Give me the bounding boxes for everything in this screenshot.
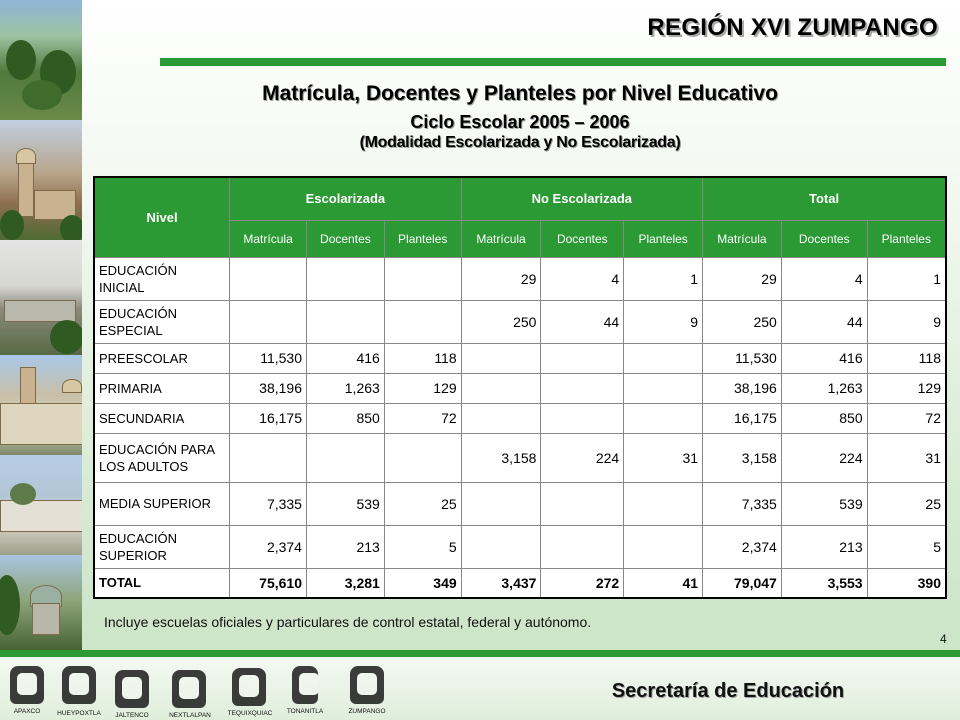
group-header-total: Total: [703, 177, 946, 220]
town-photo: [0, 555, 82, 656]
table-cell: [461, 482, 541, 525]
total-cell: 3,281: [306, 568, 384, 598]
table-cell: 250: [703, 300, 782, 343]
footnote: Incluye escuelas oficiales y particulares de control estatal, federal y autónomo.: [104, 614, 592, 630]
total-cell: 349: [384, 568, 461, 598]
table-row: [94, 343, 946, 373]
table-cell: [624, 525, 703, 568]
table-cell: [306, 433, 384, 482]
tonanitla-glyph-icon: [292, 666, 318, 704]
table-cell: [306, 300, 384, 343]
column-header-nivel: Nivel: [94, 177, 230, 257]
table-cell: 213: [781, 525, 867, 568]
town-photo: [0, 240, 82, 355]
table-cell: 3,158: [703, 433, 782, 482]
slide-title: Matrícula, Docentes y Planteles por Nivel Educativo: [262, 82, 778, 105]
table-cell: 72: [867, 403, 946, 433]
enrollment-table: [93, 176, 947, 599]
row-label-nivel: PREESCOLAR: [94, 343, 230, 373]
table-cell: 11,530: [230, 343, 307, 373]
town-label: ZUMPANGO: [348, 708, 386, 715]
table-cell: 1: [624, 257, 703, 300]
table-cell: 416: [306, 343, 384, 373]
table-cell: 539: [306, 482, 384, 525]
town-label: JALTENCO: [115, 712, 149, 719]
table-cell: 1: [867, 257, 946, 300]
table-cell: 16,175: [703, 403, 782, 433]
page-number: 4: [940, 632, 947, 646]
subheader: Matrícula: [230, 220, 307, 257]
subheader: Planteles: [384, 220, 461, 257]
table-cell: [624, 482, 703, 525]
total-cell: 75,610: [230, 568, 307, 598]
row-label-nivel: SECUNDARIA: [94, 403, 230, 433]
table-cell: [384, 300, 461, 343]
total-row: [94, 568, 946, 598]
table-cell: 2,374: [230, 525, 307, 568]
table-cell: 44: [541, 300, 624, 343]
table-cell: 2,374: [703, 525, 782, 568]
table-cell: 850: [781, 403, 867, 433]
hueypoxtla-glyph-icon: [62, 666, 96, 704]
town-label: HUEYPOXTLA: [57, 710, 101, 717]
table-cell: 9: [624, 300, 703, 343]
table-row: [94, 482, 946, 525]
row-label-nivel: EDUCACIÓN PARA LOS ADULTOS: [94, 433, 230, 482]
subheader: Docentes: [306, 220, 384, 257]
town-label: TONANITLA: [286, 708, 324, 715]
table-cell: 1,263: [781, 373, 867, 403]
table-cell: 16,175: [230, 403, 307, 433]
table-cell: 5: [867, 525, 946, 568]
town-label: APAXCO: [13, 708, 41, 715]
zumpango-glyph-icon: [350, 666, 384, 704]
table-cell: 850: [306, 403, 384, 433]
table-cell: 29: [703, 257, 782, 300]
subheader: Matrícula: [461, 220, 541, 257]
slide-subtitle-modality: (Modalidad Escolarizada y No Escolarizada): [359, 134, 681, 151]
table-cell: [230, 300, 307, 343]
table-cell: 31: [867, 433, 946, 482]
table-cell: [624, 373, 703, 403]
table-cell: [541, 373, 624, 403]
table-row: [94, 525, 946, 568]
row-label-nivel: EDUCACIÓN ESPECIAL: [94, 300, 230, 343]
table-row: [94, 257, 946, 300]
table-row: [94, 433, 946, 482]
table-cell: 539: [781, 482, 867, 525]
secretaria-label: Secretaría de Educación: [611, 680, 845, 702]
group-header-no-escolarizada: No Escolarizada: [461, 177, 702, 220]
table-cell: 11,530: [703, 343, 782, 373]
table-cell: 38,196: [230, 373, 307, 403]
table-cell: 4: [541, 257, 624, 300]
row-label-nivel: MEDIA SUPERIOR: [94, 482, 230, 525]
subheader: Docentes: [541, 220, 624, 257]
table-cell: 129: [867, 373, 946, 403]
town-label: TEQUIXQUIAC: [227, 710, 273, 717]
region-title: REGIÓN XVI ZUMPANGO: [647, 14, 938, 41]
group-header-escolarizada: Escolarizada: [230, 177, 461, 220]
total-cell: 3,437: [461, 568, 541, 598]
table-cell: [461, 343, 541, 373]
table-cell: [624, 343, 703, 373]
table-cell: 118: [384, 343, 461, 373]
table-cell: [461, 525, 541, 568]
table-cell: 38,196: [703, 373, 782, 403]
subheader: Planteles: [624, 220, 703, 257]
table-cell: [541, 482, 624, 525]
table-cell: 9: [867, 300, 946, 343]
table-cell: [541, 343, 624, 373]
row-label-nivel: EDUCACIÓN SUPERIOR: [94, 525, 230, 568]
footer-divider: [0, 650, 960, 657]
town-photo: [0, 355, 82, 455]
town-photo: [0, 455, 82, 555]
subheader: Matrícula: [703, 220, 782, 257]
subheader: Docentes: [781, 220, 867, 257]
table-cell: [384, 433, 461, 482]
table-cell: [384, 257, 461, 300]
table-cell: 5: [384, 525, 461, 568]
row-label-nivel: PRIMARIA: [94, 373, 230, 403]
total-label: TOTAL: [94, 568, 230, 598]
table-cell: [306, 257, 384, 300]
table-cell: 7,335: [230, 482, 307, 525]
table-cell: 72: [384, 403, 461, 433]
nextlalpan-glyph-icon: [172, 670, 206, 708]
table-cell: 118: [867, 343, 946, 373]
table-cell: 3,158: [461, 433, 541, 482]
table-cell: 129: [384, 373, 461, 403]
table-cell: 1,263: [306, 373, 384, 403]
table-cell: 4: [781, 257, 867, 300]
municipality-logos: [0, 660, 400, 720]
table-cell: 44: [781, 300, 867, 343]
table-cell: 224: [781, 433, 867, 482]
table-row: [94, 373, 946, 403]
total-cell: 3,553: [781, 568, 867, 598]
table-cell: [461, 373, 541, 403]
row-label-nivel: EDUCACIÓN INICIAL: [94, 257, 230, 300]
table-cell: [541, 403, 624, 433]
table-cell: 25: [384, 482, 461, 525]
table-cell: 250: [461, 300, 541, 343]
jaltenco-glyph-icon: [115, 670, 149, 708]
table-row: [94, 300, 946, 343]
town-label: NEXTLALPAN: [169, 712, 211, 719]
table-cell: 31: [624, 433, 703, 482]
apaxco-glyph-icon: [10, 666, 44, 704]
table-cell: [461, 403, 541, 433]
table-cell: [230, 257, 307, 300]
table-cell: 416: [781, 343, 867, 373]
tequixquiac-glyph-icon: [232, 668, 266, 706]
table-cell: 224: [541, 433, 624, 482]
table-cell: [230, 433, 307, 482]
total-cell: 41: [624, 568, 703, 598]
total-cell: 272: [541, 568, 624, 598]
header-divider: [160, 58, 946, 66]
slide-subtitle: Ciclo Escolar 2005 – 2006: [410, 112, 630, 132]
total-cell: 79,047: [703, 568, 782, 598]
table-row: [94, 403, 946, 433]
subheader: Planteles: [867, 220, 946, 257]
total-cell: 390: [867, 568, 946, 598]
table-cell: 29: [461, 257, 541, 300]
table-cell: [541, 525, 624, 568]
table-cell: 7,335: [703, 482, 782, 525]
table-cell: 213: [306, 525, 384, 568]
table-cell: [624, 403, 703, 433]
table-cell: 25: [867, 482, 946, 525]
